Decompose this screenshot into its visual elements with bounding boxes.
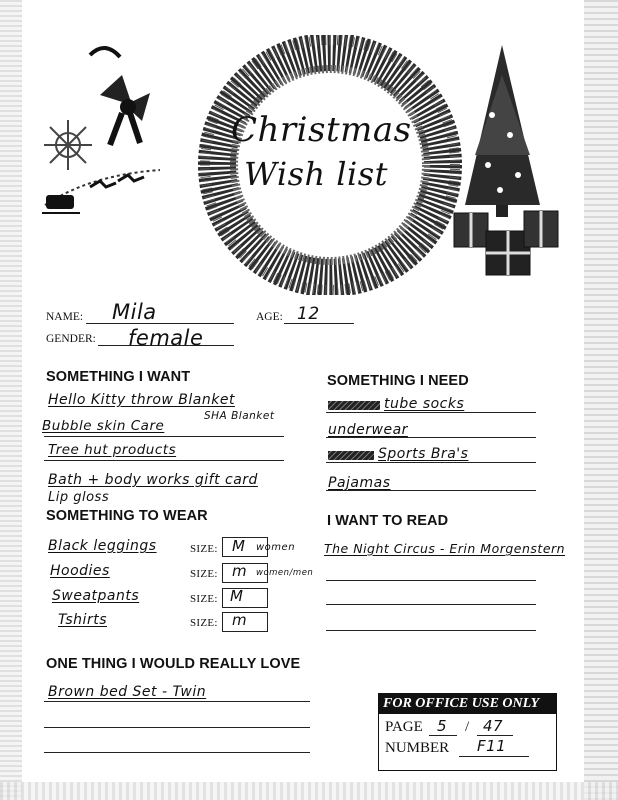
need-line-1: [326, 412, 536, 413]
scribble-out-1: [328, 401, 380, 410]
office-number-line: [459, 756, 529, 757]
love-line-1: [44, 701, 310, 702]
gift-boxes-icon: [454, 211, 558, 275]
need-item-3: Sports Bra's: [378, 446, 469, 462]
scan-edge-right: [584, 0, 618, 800]
want-item-3: Tree hut products: [48, 442, 177, 458]
office-use-box: [378, 693, 557, 771]
snowflake-icon: [44, 120, 92, 170]
want-item-5: Lip gloss: [48, 490, 110, 505]
wear-heading: SOMETHING TO WEAR: [46, 508, 208, 524]
love-heading: ONE THING I WOULD REALLY LOVE: [46, 656, 301, 672]
office-page-label: PAGE: [385, 719, 423, 735]
office-page-line-1: [429, 735, 457, 736]
want-line-2: [44, 436, 284, 437]
office-heading: FOR OFFICE USE ONLY: [379, 694, 556, 714]
office-page-sep: /: [465, 719, 470, 735]
gender-value: female: [128, 326, 204, 350]
love-line-2: [44, 727, 310, 728]
name-value: Mila: [112, 300, 157, 324]
wear-size-label-4: SIZE:: [190, 617, 218, 629]
office-number-value: F11: [477, 737, 507, 755]
title-line-2: Wish list: [244, 155, 389, 193]
need-item-1: tube socks: [384, 396, 465, 412]
read-heading: I WANT TO READ: [327, 513, 449, 529]
gender-label: GENDER:: [46, 333, 96, 345]
need-item-4: Pajamas: [328, 475, 391, 491]
read-line-3: [326, 604, 536, 605]
title-line-1: Christmas: [231, 110, 412, 150]
want-item-4: Bath + body works gift card: [48, 472, 258, 488]
need-line-3: [326, 462, 536, 463]
scan-edge-bottom: [0, 782, 618, 800]
wear-size-2: m: [232, 562, 248, 580]
want-item-1-note: SHA Blanket: [204, 410, 275, 422]
want-line-3: [44, 460, 284, 461]
want-item-2: Bubble skin Care: [42, 418, 165, 434]
name-line: [86, 323, 234, 324]
wear-note-1: women: [256, 542, 296, 553]
wear-item-1: Black leggings: [48, 538, 157, 554]
bow-icon: [90, 48, 150, 145]
christmas-tree-icon: [465, 45, 540, 217]
wear-size-label-3: SIZE:: [190, 593, 218, 605]
age-value: 12: [297, 304, 320, 324]
want-heading: SOMETHING I WANT: [46, 369, 191, 385]
wear-size-3: M: [230, 587, 244, 605]
read-item-1: The Night Circus - Erin Morgenstern: [324, 541, 566, 556]
read-line-4: [326, 630, 536, 631]
wear-size-label-2: SIZE:: [190, 568, 218, 580]
wear-note-2: women/men: [256, 568, 314, 578]
wear-item-2: Hoodies: [50, 563, 110, 579]
want-item-1: Hello Kitty throw Blanket: [48, 392, 235, 408]
wear-item-3: Sweatpants: [52, 588, 140, 604]
age-label: AGE:: [256, 311, 283, 323]
scribble-out-2: [328, 451, 374, 460]
read-line-2: [326, 580, 536, 581]
wear-size-box-3: [222, 588, 268, 608]
office-page-num: 5: [437, 717, 448, 735]
name-label: NAME:: [46, 311, 84, 323]
office-page-line-2: [477, 735, 513, 736]
need-line-4: [326, 490, 536, 491]
need-line-2: [326, 437, 536, 438]
love-item-1: Brown bed Set - Twin: [48, 684, 207, 700]
scan-edge-left: [0, 0, 22, 800]
wear-item-4: Tshirts: [58, 612, 107, 628]
office-number-label: NUMBER: [385, 740, 450, 756]
need-heading: SOMETHING I NEED: [327, 373, 469, 389]
wear-size-1: M: [232, 537, 246, 555]
need-item-2: underwear: [328, 422, 408, 438]
wear-size-4: m: [232, 611, 248, 629]
sleigh-icon: [42, 170, 160, 213]
love-line-3: [44, 752, 310, 753]
wear-size-label-1: SIZE:: [190, 543, 218, 555]
office-page-total: 47: [483, 717, 504, 735]
